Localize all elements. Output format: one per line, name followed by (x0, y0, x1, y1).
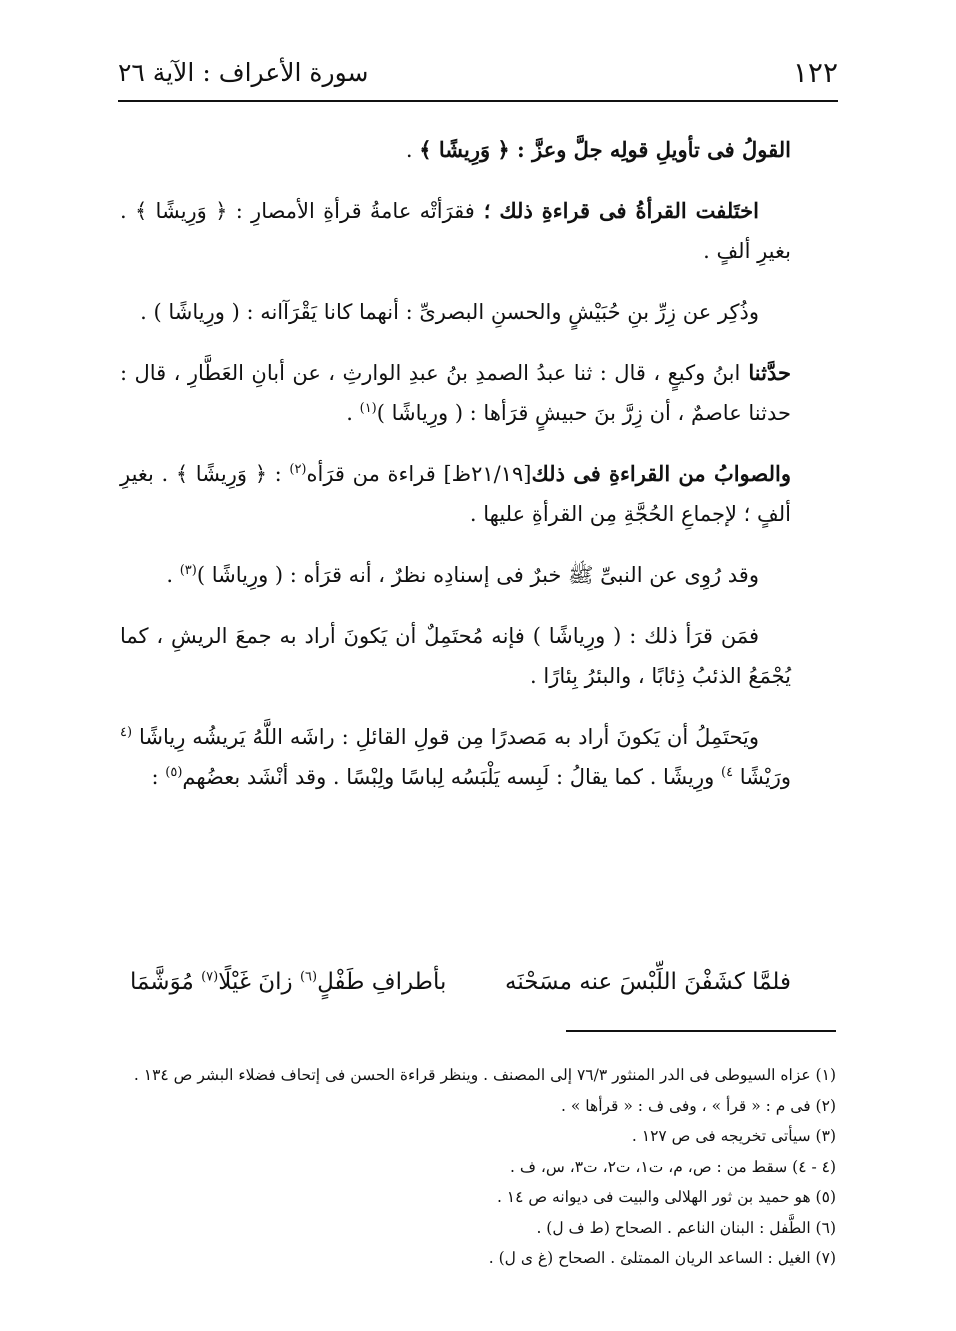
poetry-verse (130, 962, 791, 1002)
paragraph-text: : ﴿ وَرِيشًا ﴾ . بغيرِ ألفٍ ؛ لإجماعِ الحُجَّةِ مِن القرأةِ عليها . (120, 462, 791, 526)
footnote-ref[interactable]: (٢) (289, 462, 307, 477)
paragraph-heading (120, 130, 791, 170)
header-divider (118, 100, 838, 102)
paragraph-text: فقرَأتْه عامةُ قرأةِ الأمصارِ : ﴿ وَرِيشًا ﴾ . بغيرِ ألفٍ . (120, 199, 791, 263)
verse-text: بأطرافِ طَفْلٍ (317, 969, 447, 995)
footnote-ref[interactable]: ٤) (721, 765, 734, 780)
footnote-divider (566, 1030, 836, 1032)
paragraph-text: : (151, 765, 166, 789)
footnote: (٥) هو حميد بن ثور الهلالى والبيت فى ديوانه ص ١٤ . (496, 1188, 836, 1206)
footnote: (٦) الطَّفل : البنان الناعم . الصحاح (ط ف ل) . (536, 1218, 836, 1237)
quran-quote: ﴿ وَرِيشًا ﴾ (419, 137, 510, 162)
heading-lead: القولُ فى تأويلِ قولِه جلَّ وعزَّ : (509, 137, 791, 162)
verse-text: زانَ غَيْلًا (218, 969, 300, 995)
paragraph-text: ويَحتَمِلُ أن يَكونَ أراد به مَصدرًا مِن قولِ القائلِ : راشَه اللَّهُ يَريشُه رِياشًا (132, 725, 759, 749)
footnote-ref[interactable]: (٧) (201, 969, 219, 985)
paragraph (120, 555, 791, 595)
paragraph (120, 191, 791, 271)
paragraph (120, 717, 791, 797)
footnote: (٢) فى م : « قرأ » ، وفى ف : « قرأها » . (561, 1096, 836, 1115)
paragraph-lead: والصوابُ من القراءةِ فى ذلك (531, 461, 791, 486)
paragraph (120, 292, 791, 332)
paragraph-lead: اختَلفت القرأةُ فى قراءةِ ذلك ؛ (474, 198, 760, 223)
paragraph-ruling (120, 454, 791, 534)
paragraph (120, 616, 791, 696)
page-number: ١٢٢ (792, 55, 838, 89)
footnotes (110, 1060, 836, 1274)
footnote-ref[interactable]: (٥) (165, 765, 183, 780)
footnote: (٤ - ٤) سقط من : ص، م، ت١، ت٢، ت٣، س، ف . (510, 1157, 836, 1176)
paragraph-text: ورِيشًا . كما يقالُ : لَبِسه يَلْبَسُه لِباسًا ولِبْسًا . وقد أنْشَد بعضُهم (182, 765, 721, 789)
paragraph-text: فمَن قرَأ ذلك : ( ورِياشًا ) فإنه مُحتَمِلٌ أن يَكونَ أراد به جمعَ الريشِ ، كما يُجْمَعُ الذئبُ ذِئابًا ، والبئرُ بِئارًا . (120, 624, 791, 688)
paragraph-text: ابنُ وكيعٍ ، قال : ثنا عبدُ الصمدِ بنُ عبدِ الوارثِ ، عن أبانِ العَطَّارِ ، قال : حدثنا عاصمٌ ، أن زِرَّ بنَ حبيشٍ قرَأها : ( ورِياشًا ) (120, 361, 791, 425)
paragraph-text: ورَيْشًا (733, 765, 791, 789)
footnote: (١) عزاه السيوطى فى الدر المنثور ٧٦/٣ إلى المصنف . وينظر قراءة الحسن فى إتحاف فضلاء البشر ص ١٣٤ . (133, 1066, 836, 1084)
paragraph-text: وذُكِر عن زِرِّ بنِ حُبَيْشٍ والحسنِ البصرىِّ : أنهما كانا يَقْرَآانه : ( ورِياشًا ) . (140, 300, 759, 324)
footnote-ref[interactable]: (٣) (179, 563, 197, 578)
footnote-ref[interactable]: (٦) (299, 969, 318, 985)
footnote: (٧) الغيل : الساعد الريان الممتلئ . الصحاح (غ ى ل) . (488, 1249, 836, 1267)
paragraph-text: . (405, 138, 420, 162)
footnote: (٣) سيأتى تخريجه فى ص ١٢٧ . (631, 1127, 836, 1145)
page-header (118, 50, 838, 94)
running-title: سورة الأعراف : الآية ٢٦ (118, 57, 369, 87)
footnote-ref[interactable]: (١) (359, 401, 377, 416)
paragraph-lead: حدَّثنا (740, 360, 791, 385)
paragraph-isnad (120, 353, 791, 433)
main-text (120, 130, 791, 818)
paragraph-text: وقد رُوِى عن النبىِّ ﷺ خبرٌ فى إسنادِه نظرٌ ، أنه قرَأه : ( ورِياشًا ) (196, 563, 759, 587)
verse-first-hemistich: فلمَّا كشَفْنَ اللِّبْسَ عنه مسَحْنَه (505, 969, 791, 995)
verse-second-hemistich (130, 962, 446, 1002)
paragraph-text: . (346, 401, 360, 425)
verse-text: مُوَشَّمَا (130, 969, 202, 995)
paragraph-text: . (166, 563, 180, 587)
footnote-ref[interactable]: (٤ (120, 725, 133, 740)
paragraph-text: [٢١/١٩ظ] قراءة من قرَأه (306, 462, 532, 486)
